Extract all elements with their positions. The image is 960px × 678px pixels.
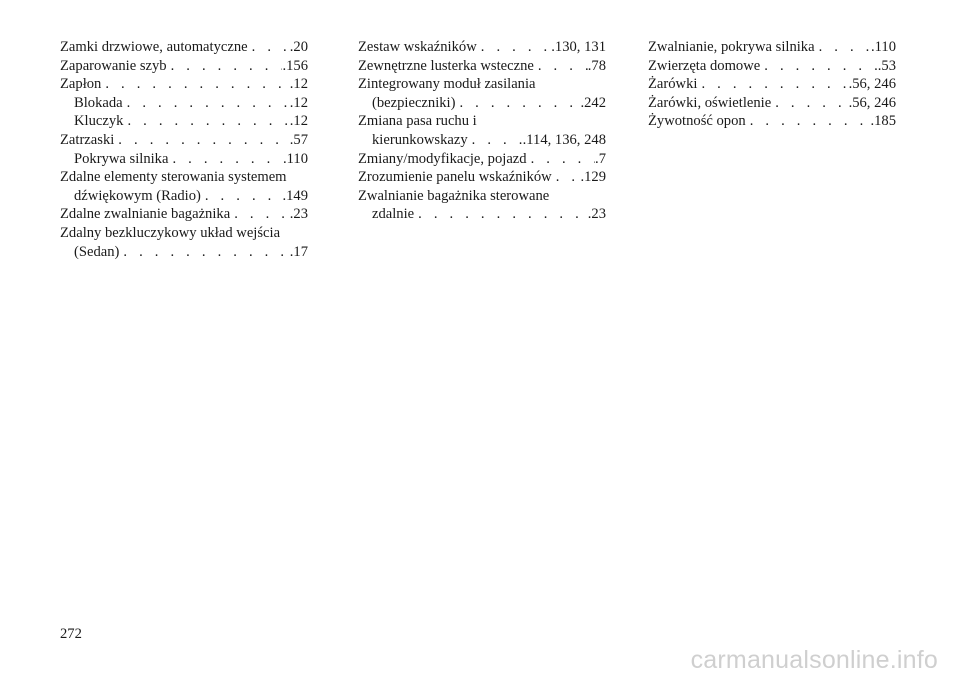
index-heading: Zwalnianie bagażnika sterowane — [358, 187, 550, 204]
dot-leader — [123, 94, 290, 113]
entry-pages: .110 — [871, 39, 896, 55]
entry-label: (Sedan) — [74, 243, 120, 260]
entry-pages: .12 — [289, 113, 308, 130]
entry-label: Zwierzęta domowe — [648, 57, 761, 74]
entry-label: Zestaw wskaźników — [358, 39, 477, 55]
index-column-1 — [60, 38, 308, 261]
index-entry — [648, 75, 896, 94]
entry-pages: .17 — [289, 243, 308, 260]
entry-pages: .130, 131 — [551, 39, 606, 55]
entry-pages: .23 — [587, 206, 606, 223]
entry-pages: .156 — [282, 57, 308, 74]
index-subentry — [60, 150, 308, 169]
dot-leader — [114, 131, 289, 150]
entry-pages: .242 — [580, 94, 606, 111]
dot-leader — [760, 57, 878, 76]
entry-label: Zdalne zwalnianie bagażnika — [60, 206, 231, 223]
entry-label: Zewnętrzne lusterka wsteczne — [358, 57, 534, 74]
dot-leader — [414, 205, 588, 224]
index-entry — [358, 168, 606, 187]
index-entry — [60, 38, 308, 57]
dot-leader — [534, 57, 588, 76]
entry-pages: .185 — [870, 113, 896, 130]
index-subentry — [60, 94, 308, 113]
entry-pages: .12 — [289, 94, 308, 111]
index-heading: Zdalny bezkluczykowy układ wejścia — [60, 224, 281, 241]
entry-label: dźwiękowym (Radio) — [74, 187, 201, 204]
dot-leader — [123, 112, 289, 131]
entry-pages: .129 — [580, 169, 606, 186]
entry-label: Zapłon — [60, 76, 102, 93]
entry-pages: .114, 136, 248 — [522, 131, 606, 148]
entry-label: (bezpieczniki) — [372, 94, 456, 111]
dot-leader — [746, 112, 871, 131]
index-entry — [648, 94, 896, 113]
dot-leader — [201, 187, 283, 206]
entry-pages: .7 — [595, 150, 606, 167]
dot-leader — [552, 168, 581, 187]
index-heading: Zintegrowany moduł zasilania — [358, 76, 536, 93]
dot-leader — [771, 94, 848, 113]
dot-leader — [248, 38, 290, 57]
index-entry-continuation — [60, 243, 308, 262]
index-column-2 — [358, 38, 606, 224]
entry-label: Zaparowanie szyb — [60, 57, 167, 74]
index-column-3 — [648, 38, 896, 131]
dot-leader — [527, 150, 595, 169]
entry-pages: .56, 246 — [848, 76, 896, 93]
entry-label: Żarówki, oświetlenie — [648, 94, 772, 111]
page-number: 272 — [60, 626, 82, 642]
index-entry-continuation — [358, 131, 606, 150]
index-heading: Zmiana pasa ruchu i — [358, 113, 477, 130]
index-subentry — [60, 112, 308, 131]
index-entry — [60, 57, 308, 76]
dot-leader — [815, 38, 871, 57]
entry-pages: .110 — [283, 150, 308, 167]
entry-label: kierunkowskazy — [372, 131, 468, 148]
entry-pages: .23 — [289, 206, 308, 223]
entry-label: zdalnie — [372, 206, 415, 223]
dot-leader — [167, 57, 283, 76]
entry-label: Żarówki — [648, 76, 698, 93]
entry-label: Zatrzaski — [60, 131, 115, 148]
entry-label: Pokrywa silnika — [74, 150, 169, 167]
index-entry-continuation — [358, 94, 606, 113]
entry-pages: .53 — [877, 57, 896, 74]
entry-label: Zwalnianie, pokrywa silnika — [648, 39, 815, 55]
dot-leader — [697, 75, 848, 94]
dot-leader — [101, 75, 289, 94]
dot-leader — [119, 243, 289, 262]
index-entry — [358, 150, 606, 169]
index-entry — [648, 112, 896, 131]
entry-pages: .20 — [289, 39, 308, 55]
entry-label: Kluczyk — [74, 113, 124, 130]
watermark: carmanualsonline.info — [690, 646, 938, 674]
index-entry — [358, 38, 606, 57]
entry-pages: .56, 246 — [848, 94, 896, 111]
entry-pages: .57 — [289, 131, 308, 148]
entry-label: Zamki drzwiowe, automatyczne — [60, 39, 248, 55]
index-entry — [648, 57, 896, 76]
index-heading: Zdalne elementy sterowania systemem — [60, 169, 287, 186]
entry-pages: .149 — [282, 187, 308, 204]
index-entry — [648, 38, 896, 57]
index-entry — [60, 131, 308, 150]
index-entry-continuation — [358, 205, 606, 224]
index-entry — [358, 57, 606, 76]
entry-label: Zrozumienie panelu wskaźników — [358, 169, 552, 186]
index-entry — [60, 75, 308, 94]
dot-leader — [468, 131, 523, 150]
index-entry-continuation — [60, 187, 308, 206]
entry-label: Żywotność opon — [648, 113, 746, 130]
dot-leader — [455, 94, 580, 113]
index-entry — [60, 205, 308, 224]
entry-label: Zmiany/modyfikacje, pojazd — [358, 150, 527, 167]
dot-leader — [168, 150, 283, 169]
entry-pages: .78 — [587, 57, 606, 74]
entry-label: Blokada — [74, 94, 123, 111]
entry-pages: .12 — [289, 76, 308, 93]
dot-leader — [477, 38, 552, 57]
dot-leader — [230, 205, 290, 224]
